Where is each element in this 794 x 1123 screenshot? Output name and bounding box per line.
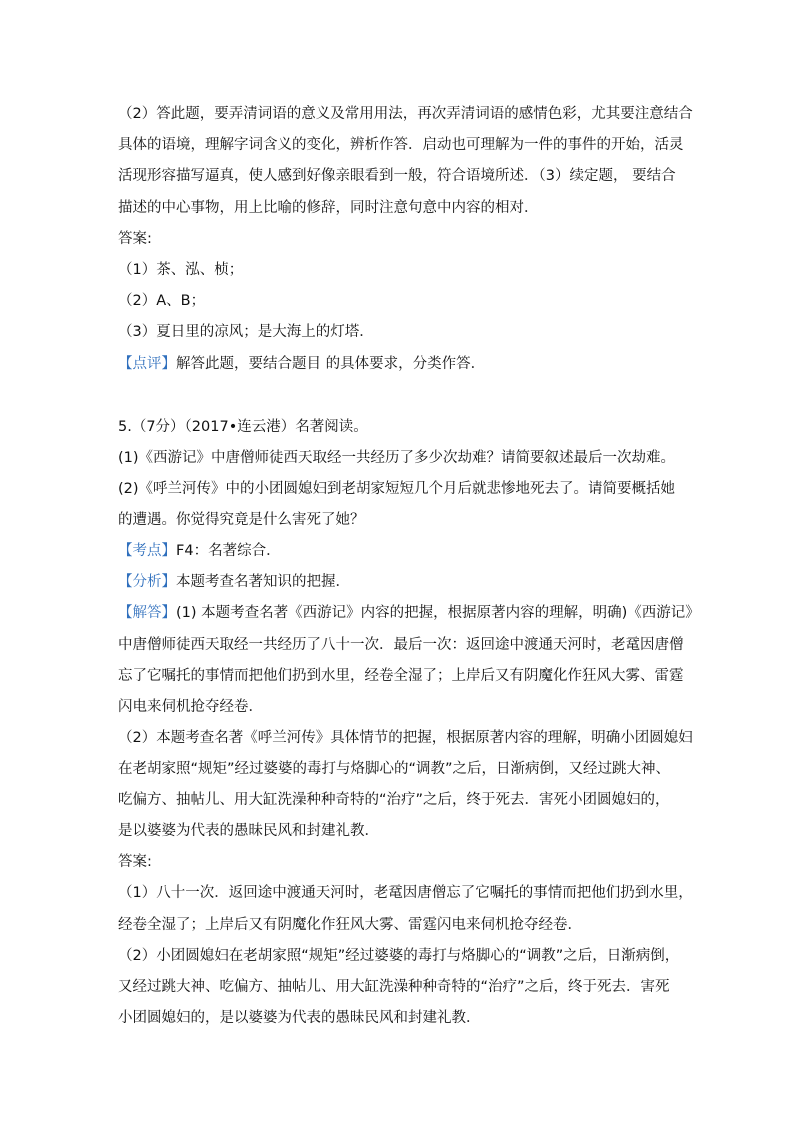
jieda-line: 吃偏方、抽帖儿、用大缸洗澡种种奇特的“治疗”之后，终于死去．害死小团圆媳妇的，: [118, 792, 670, 808]
jieda-text: (1) 本题考查名著《西游记》内容的把握，根据原著内容的理解，明确)《西游记》: [176, 605, 700, 621]
jieda-line: [118, 603, 700, 623]
jieda-line: 闪电来伺机抢夺经卷．: [118, 699, 263, 715]
comment-text: 解答此题，要结合题目 的具体要求，分类作答．: [176, 356, 486, 372]
answer-line: 小团圆媳妇的，是以婆婆为代表的愚昧民风和封建礼教．: [118, 1010, 481, 1026]
answer-label: 答案:: [118, 854, 152, 870]
analysis-line: 活现形容描写逼真，使人感到好像亲眼看到一般，符合语境所述．（3）续定题， 要结合: [118, 168, 676, 184]
answer-line: 又经过跳大神、吃偏方、抽帖儿、用大缸洗澡种种奇特的“治疗”之后，终于死去．害死: [118, 979, 670, 995]
kaodian-text: F4：名著综合．: [176, 543, 281, 559]
fenxi-line: [118, 572, 350, 592]
fenxi-tag: 【分析】: [118, 574, 176, 590]
kaodian-line: [118, 541, 281, 561]
analysis-line: 描述的中心事物，用上比喻的修辞，同时注意句意中内容的相对．: [118, 200, 539, 216]
answer-label: 答案:: [118, 231, 152, 247]
answer-item: （1）茶、泓、桢；: [118, 262, 244, 278]
answer-item: （2）A、B；: [118, 293, 206, 309]
analysis-line: （2）答此题，要弄清词语的意义及常用用法，再次弄清词语的感情色彩，尤其要注意结合: [118, 106, 693, 122]
jieda-line: 中唐僧师徒西天取经一共经历了八十一次．最后一次：返回途中渡通天河时，老鼋因唐僧: [118, 637, 684, 653]
question-title: 5.（7分）（2017•连云港）名著阅读。: [118, 419, 368, 435]
question-part-2: (2)《呼兰河传》中的小团圆媳妇到老胡家短短几个月后就悲惨地死去了。请简要概括她: [118, 481, 676, 497]
question-part-1: (1)《西游记》中唐僧师徒西天取经一共经历了多少次劫难？请简要叙述最后一次劫难。: [118, 450, 676, 466]
kaodian-tag: 【考点】: [118, 543, 176, 559]
jieda-line: 是以婆婆为代表的愚昧民风和封建礼教．: [118, 823, 379, 839]
jieda-line: 在老胡家照“规矩”经过婆婆的毒打与烙脚心的“调教”之后，日渐病倒，又经过跳大神、: [118, 761, 671, 777]
analysis-line: 具体的语境，理解字词含义的变化，辨析作答．启动也可理解为一件的事件的开始，活灵: [118, 137, 684, 153]
answer-line: （1）八十一次．返回途中渡通天河时，老鼋因唐僧忘了它嘱托的事情而把他们扔到水里，: [118, 885, 693, 901]
jieda-line: 忘了它嘱托的事情而把他们扔到水里，经卷全湿了；上岸后又有阴魔化作狂风大雾、雷霆: [118, 668, 684, 684]
comment-tag: 【点评】: [118, 356, 176, 372]
answer-line: （2）小团圆媳妇在老胡家照“规矩”经过婆婆的毒打与烙脚心的“调教”之后，日渐病倒，: [118, 948, 680, 964]
answer-line: 经卷全湿了；上岸后又有阴魔化作狂风大雾、雷霆闪电来伺机抢夺经卷．: [118, 917, 582, 933]
question-part-2: 的遭遇。你觉得究竟是什么害死了她？: [118, 512, 365, 528]
fenxi-text: 本题考查名著知识的把握．: [176, 574, 350, 590]
jieda-tag: 【解答】: [118, 605, 176, 621]
answer-item: （3）夏日里的凉风；是大海上的灯塔．: [118, 324, 374, 340]
comment-line: [118, 354, 485, 374]
jieda-line: （2）本题考查名著《呼兰河传》具体情节的把握，根据原著内容的理解，明确小团圆媳妇: [118, 730, 693, 746]
